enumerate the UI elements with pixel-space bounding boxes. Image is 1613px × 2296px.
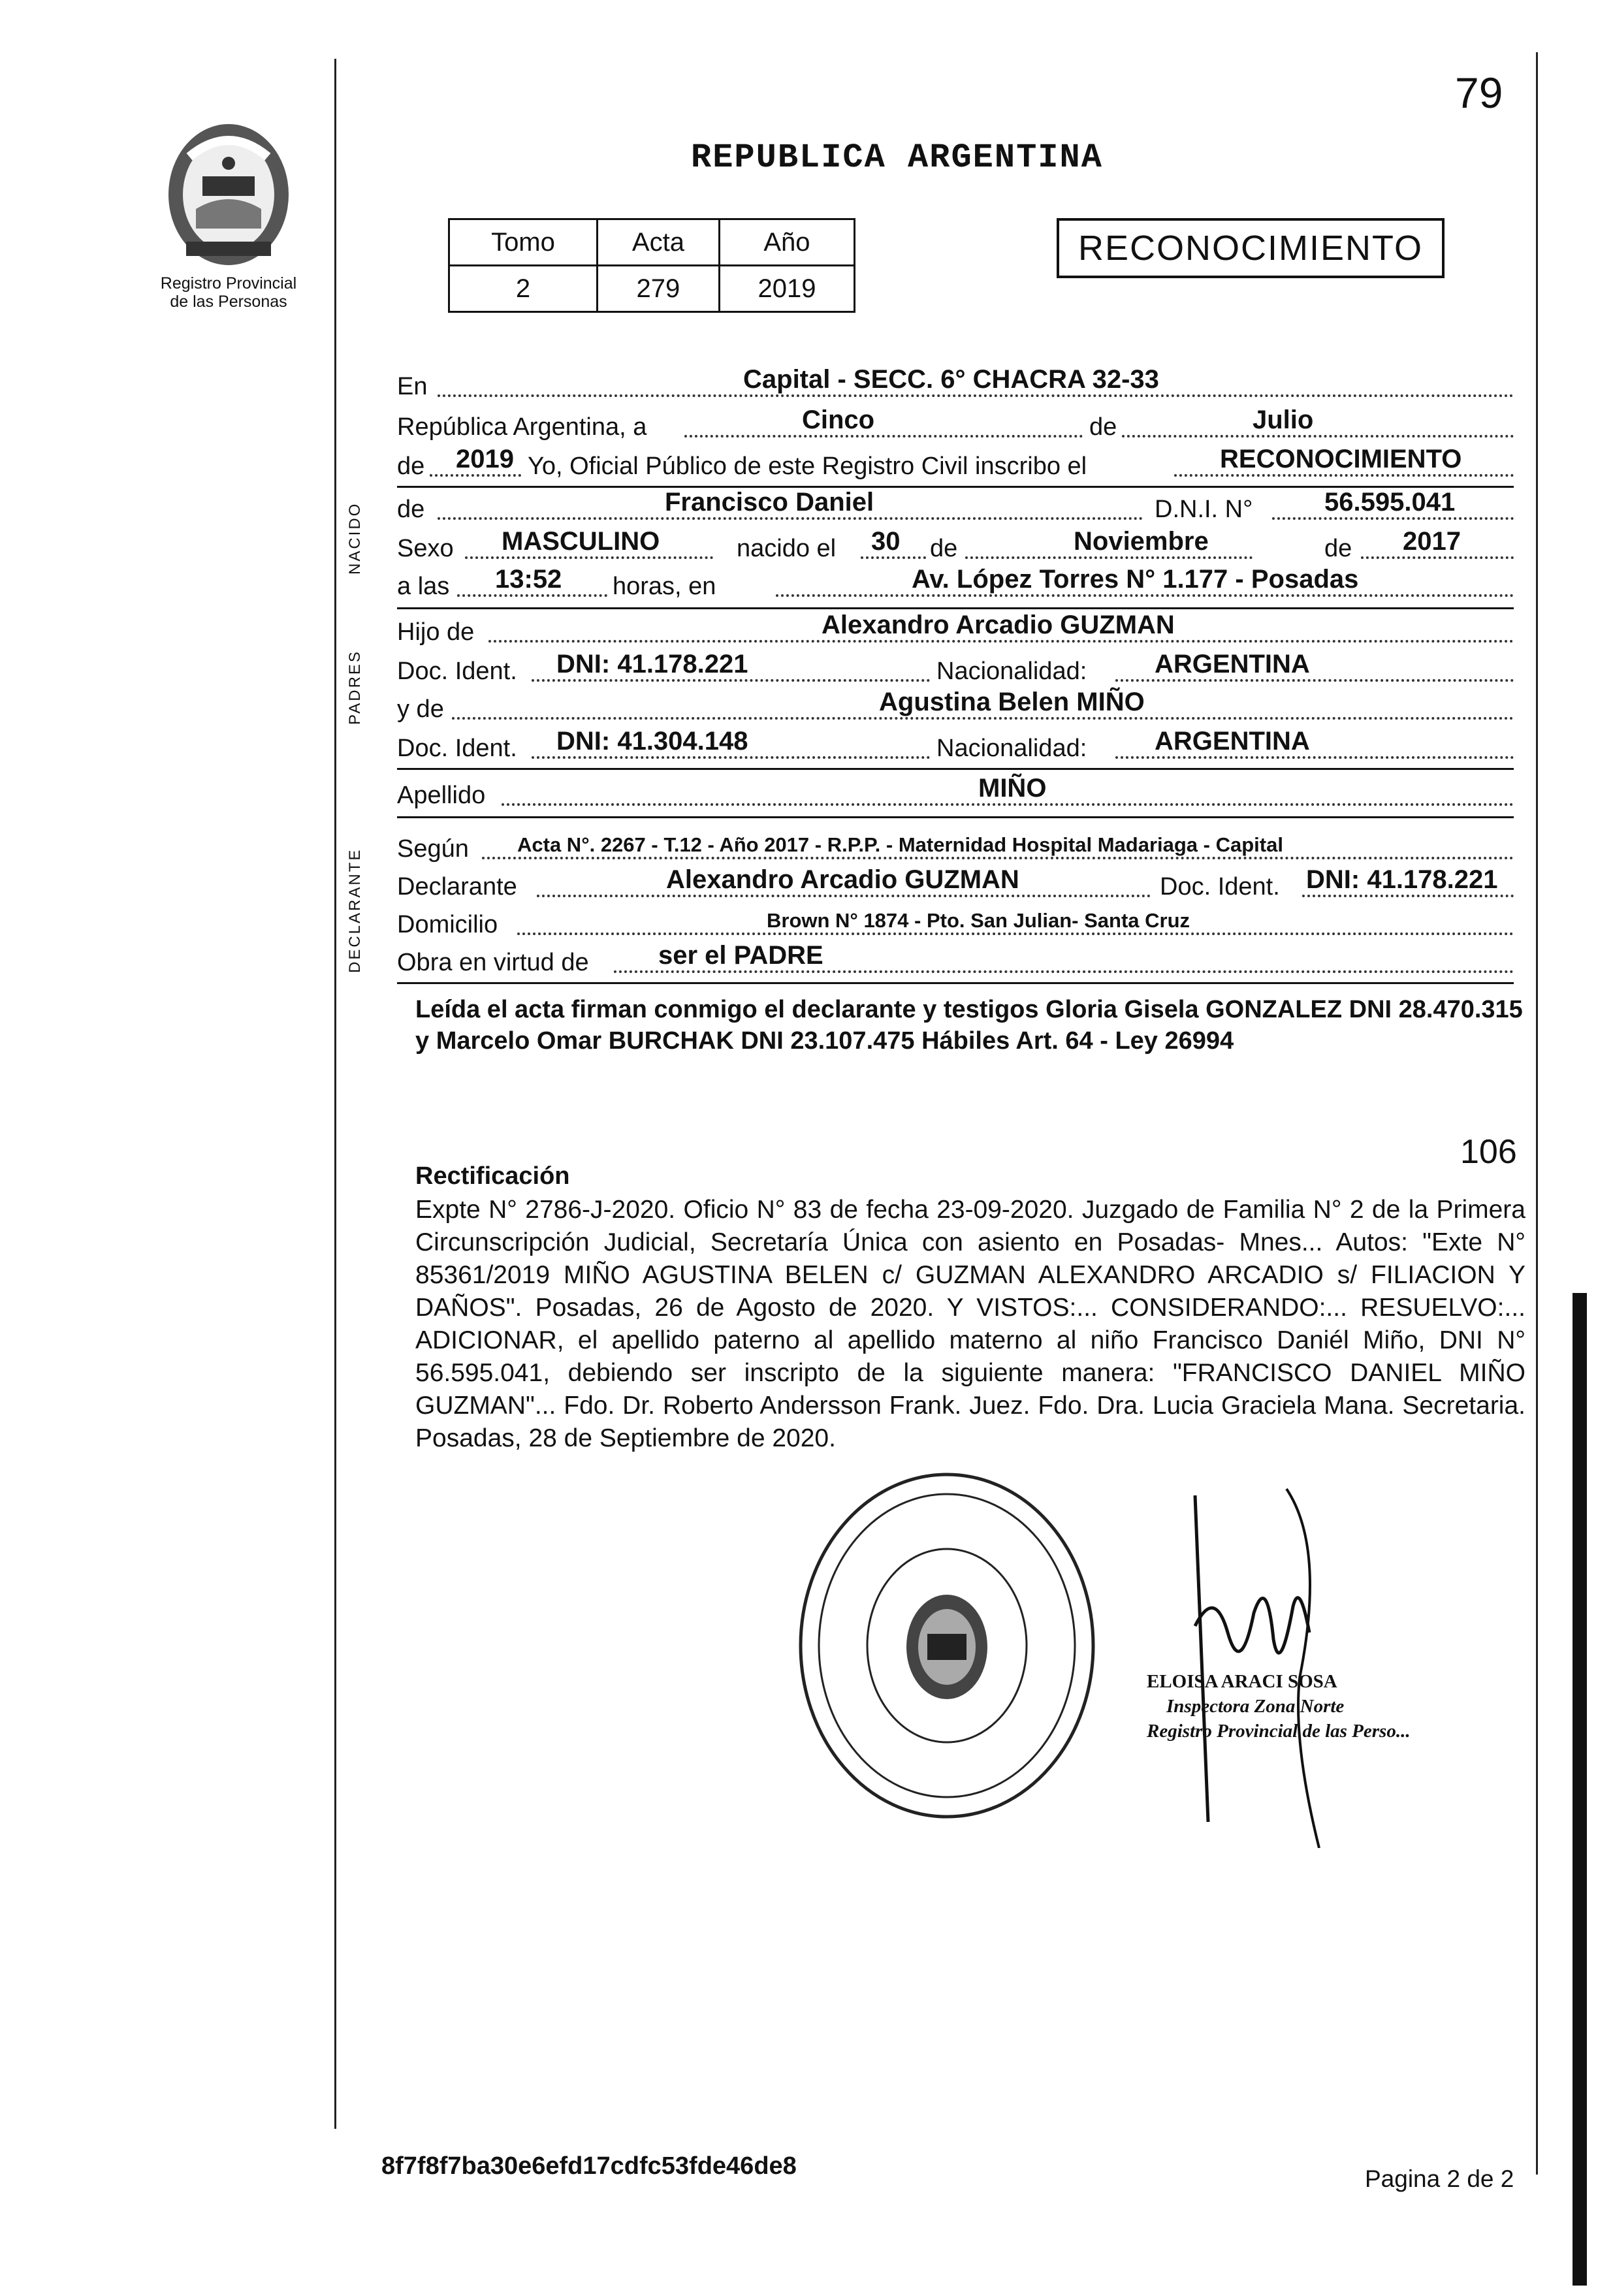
value-domicilio: Brown N° 1874 - Pto. San Julian- Santa Cruz xyxy=(767,909,1190,932)
logo-caption xyxy=(127,274,330,311)
label-nacido: nacido el xyxy=(737,535,837,562)
official-stamp xyxy=(790,1463,1104,1828)
row-domicilio xyxy=(397,904,1514,943)
oficial-text: Yo, Oficial Público de este Registro Civil inscribo el xyxy=(528,453,1087,480)
label-obra: Obra en virtud de xyxy=(397,949,589,976)
registry-value-tomo: 2 xyxy=(449,266,598,312)
value-birth-year: 2017 xyxy=(1403,527,1461,556)
label-dni: D.N.I. N° xyxy=(1155,496,1253,523)
value-obra: ser el PADRE xyxy=(658,941,823,970)
province-seal-icon xyxy=(150,118,307,274)
value-birth-day: 30 xyxy=(871,527,901,556)
row-nombre xyxy=(397,488,1514,528)
row-segun xyxy=(397,828,1514,867)
value-month: Julio xyxy=(1253,406,1314,434)
right-edge-bar xyxy=(1573,1293,1587,2286)
value-father: Alexandro Arcadio GUZMAN xyxy=(822,611,1175,639)
logo-caption-line1: Registro Provincial xyxy=(160,274,297,293)
logo-caption-line2: de las Personas xyxy=(170,293,287,311)
document-hash: 8f7f8f7ba30e6efd17cdfc53fde46de8 xyxy=(381,2152,797,2180)
row-mother-doc xyxy=(397,727,1514,767)
label-apellido: Apellido xyxy=(397,782,486,809)
rectificacion-number: 106 xyxy=(1460,1133,1517,1171)
label-domicilio: Domicilio xyxy=(397,911,498,938)
value-nombre: Francisco Daniel xyxy=(665,488,874,517)
row-hora xyxy=(397,566,1514,605)
row-apellido xyxy=(397,774,1514,814)
label-republica: República Argentina, a xyxy=(397,413,647,441)
right-margin-line xyxy=(1536,52,1538,2175)
signer-office: Registro Provincial de las Perso... xyxy=(1147,1721,1411,1742)
rectificacion-body: Expte N° 2786-J-2020. Oficio N° 83 de fecha 23-09-2020. Juzgado de Familia N° 2 de la Primera Circunscripción Judicial, Secretaría Única con asiento en Posadas- Mnes... Autos: "Exte N° 85361/2019 MIÑO AGUSTINA BELEN c/ GUZMAN ALEXANDRO ARCADIO s/ FILIACION Y DAÑOS". Posadas, 26 de Agosto de 2020. Y VISTOS:... CONSIDERANDO:... RESUELVO:... ADICIONAR, el apellido paterno al apellido materno al niño Francisco Daniél Miño, DNI N° 56.595.041, debiendo ser inscripto de la siguiente manera: "FRANCISCO DANIEL MIÑO GUZMAN"... Fdo. Dr. Roberto Andersson Frank. Juez. Fdo. Dra. Lucia Graciela Mana. Secretaria. Posadas, 28 de Septiembre de 2020. xyxy=(415,1196,1525,1452)
official-seal-icon xyxy=(790,1463,1104,1828)
leida-paragraph: Leída el acta firman conmigo el declarante y testigos Gloria Gisela GONZALEZ DNI 28.470.315 y Marcelo Omar BURCHAK DNI 23.107.475 Hábiles Art. 64 - Ley 26994 xyxy=(415,996,1523,1055)
label-declarante: Declarante xyxy=(397,873,517,901)
registry-value-acta: 279 xyxy=(597,266,719,312)
signature-mark xyxy=(1169,1482,1443,1848)
value-apellido: MIÑO xyxy=(978,774,1047,803)
value-place: Av. López Torres N° 1.177 - Posadas xyxy=(912,565,1359,594)
row-separator xyxy=(397,982,1514,984)
page-number: 79 xyxy=(1455,69,1503,117)
registry-header-anio: Año xyxy=(719,219,854,266)
label-de-month: de xyxy=(1089,413,1117,441)
label-nac-mother: Nacionalidad: xyxy=(936,735,1087,762)
registry-header-tomo: Tomo xyxy=(449,219,598,266)
label-en: En xyxy=(397,373,428,400)
registry-table-header xyxy=(449,219,855,266)
value-birth-month: Noviembre xyxy=(1074,527,1209,556)
label-nombre: de xyxy=(397,496,425,523)
rectificacion-title: Rectificación xyxy=(415,1162,570,1190)
value-day: Cinco xyxy=(802,406,875,434)
registry-table-values xyxy=(449,266,855,312)
value-inscribo: RECONOCIMIENTO xyxy=(1220,445,1462,473)
value-father-nat: ARGENTINA xyxy=(1155,650,1310,678)
label-de-birth-month: de xyxy=(930,535,958,562)
signer-name: ELOISA ARACI SOSA xyxy=(1147,1671,1337,1692)
label-a-las: a las xyxy=(397,573,450,600)
value-mother-nat: ARGENTINA xyxy=(1155,727,1310,756)
value-en: Capital - SECC. 6° CHACRA 32-33 xyxy=(743,365,1159,394)
value-year: 2019 xyxy=(456,445,514,473)
side-label-nacido: NACIDO xyxy=(346,502,364,575)
side-label-padres: PADRES xyxy=(346,650,364,725)
label-doc-father: Doc. Ident. xyxy=(397,658,517,685)
province-logo xyxy=(150,118,307,274)
label-de-year: de xyxy=(397,453,425,480)
value-mother-doc: DNI: 41.304.148 xyxy=(556,727,748,756)
value-segun: Acta N°. 2267 - T.12 - Año 2017 - R.P.P. - Maternidad Hospital Madariaga - Capital xyxy=(517,833,1283,856)
signer-role: Inspectora Zona Norte xyxy=(1166,1696,1345,1717)
label-doc-mother: Doc. Ident. xyxy=(397,735,517,762)
registry-header-acta: Acta xyxy=(597,219,719,266)
value-mother: Agustina Belen MIÑO xyxy=(879,688,1145,716)
registry-value-anio: 2019 xyxy=(719,266,854,312)
row-fecha xyxy=(397,406,1514,445)
row-mother xyxy=(397,688,1514,727)
row-anio xyxy=(397,445,1514,485)
row-separator xyxy=(397,607,1514,609)
act-type-box: RECONOCIMIENTO xyxy=(1057,218,1445,278)
value-declarante: Alexandro Arcadio GUZMAN xyxy=(666,865,1019,894)
handwritten-signature-icon xyxy=(1169,1482,1443,1848)
label-doc-declarante: Doc. Ident. xyxy=(1160,873,1280,901)
value-declarante-doc: DNI: 41.178.221 xyxy=(1306,865,1498,894)
row-hijo xyxy=(397,611,1514,650)
signature-block xyxy=(1147,1669,1411,1744)
label-segun: Según xyxy=(397,835,469,863)
label-y-de: y de xyxy=(397,695,444,723)
value-sexo: MASCULINO xyxy=(502,527,660,556)
registry-table xyxy=(448,218,855,313)
row-separator xyxy=(397,768,1514,770)
value-father-doc: DNI: 41.178.221 xyxy=(556,650,748,678)
value-dni: 56.595.041 xyxy=(1324,488,1456,517)
label-hijo: Hijo de xyxy=(397,618,475,646)
row-father-doc xyxy=(397,650,1514,690)
label-nac-father: Nacionalidad: xyxy=(936,658,1087,685)
page-counter: Pagina 2 de 2 xyxy=(1365,2165,1514,2192)
label-de-birth-year: de xyxy=(1324,535,1352,562)
row-sexo xyxy=(397,528,1514,567)
label-sexo: Sexo xyxy=(397,535,454,562)
row-en xyxy=(397,366,1514,405)
label-horas-en: horas, en xyxy=(613,573,716,600)
row-obra xyxy=(397,942,1514,981)
row-declarante xyxy=(397,866,1514,905)
row-separator xyxy=(397,816,1514,818)
left-margin-line xyxy=(334,59,336,2129)
value-hour: 13:52 xyxy=(495,565,562,594)
side-label-declarante: DECLARANTE xyxy=(346,848,364,973)
document-title: REPUBLICA ARGENTINA xyxy=(691,138,1103,177)
